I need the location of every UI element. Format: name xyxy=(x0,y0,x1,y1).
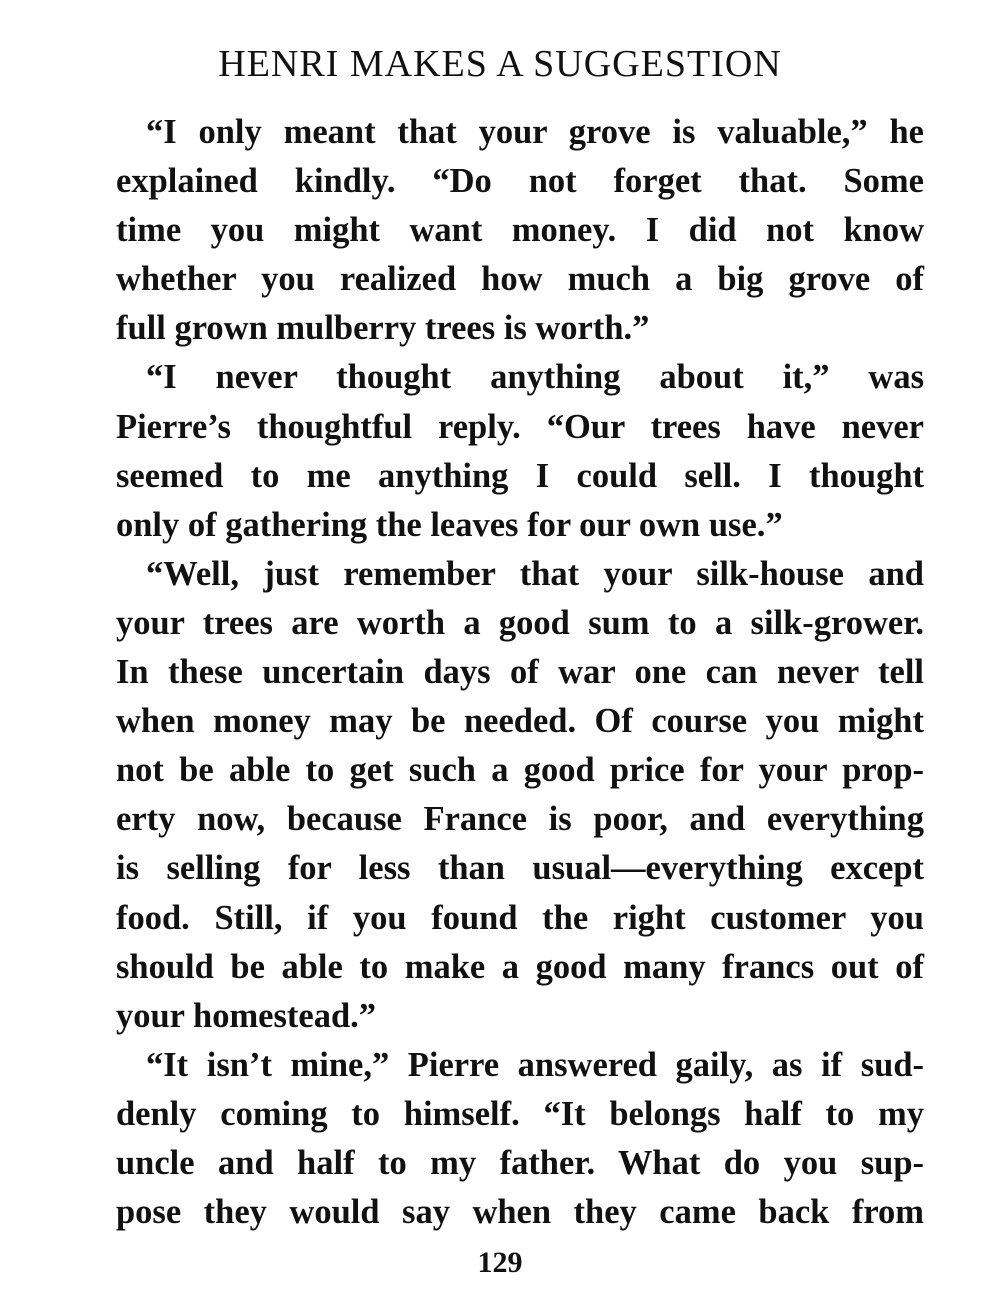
text-line: is selling for less than usual—everything except xyxy=(116,849,924,888)
text-line: only of gathering the leaves for our own use.” xyxy=(116,505,783,544)
text-line: time you might want money. I did not know xyxy=(116,211,924,250)
text-line: denly coming to himself. “It belongs half to my xyxy=(116,1094,924,1133)
paragraph xyxy=(116,353,924,549)
text-line: not be able to get such a good price for your prop- xyxy=(116,751,924,790)
text-line: “It isn’t mine,” Pierre answered gaily, as if sud- xyxy=(146,1045,924,1084)
paragraph xyxy=(116,108,924,353)
text-line: In these uncertain days of war one can never tell xyxy=(116,653,924,692)
text-line: explained kindly. “Do not forget that. Some xyxy=(116,162,924,201)
text-line: should be able to make a good many francs out of xyxy=(116,947,924,986)
body-text xyxy=(116,108,924,1237)
text-line: full grown mulberry trees is worth.” xyxy=(116,309,650,348)
page-number: 129 xyxy=(477,1246,523,1279)
text-line: seemed to me anything I could sell. I thought xyxy=(116,456,924,495)
text-line: pose they would say when they came back from xyxy=(116,1193,924,1232)
running-head: HENRI MAKES A SUGGESTION xyxy=(218,43,782,85)
text-line: “I only meant that your grove is valuable,” he xyxy=(146,113,924,151)
text-line: erty now, because France is poor, and everything xyxy=(116,800,924,839)
text-line: your trees are worth a good sum to a silk-grower. xyxy=(116,603,924,642)
text-line: whether you realized how much a big grove of xyxy=(116,260,924,299)
paragraph xyxy=(116,550,924,1041)
paragraph xyxy=(116,1041,924,1237)
text-line: “I never thought anything about it,” was xyxy=(146,358,924,397)
text-line: when money may be needed. Of course you might xyxy=(116,702,924,741)
text-line: Pierre’s thoughtful reply. “Our trees have never xyxy=(116,407,924,446)
text-line: your homestead.” xyxy=(116,996,377,1035)
text-line: “Well, just remember that your silk-house and xyxy=(146,554,924,593)
text-line: food. Still, if you found the right customer you xyxy=(116,898,924,937)
text-line: uncle and half to my father. What do you sup- xyxy=(116,1143,924,1182)
